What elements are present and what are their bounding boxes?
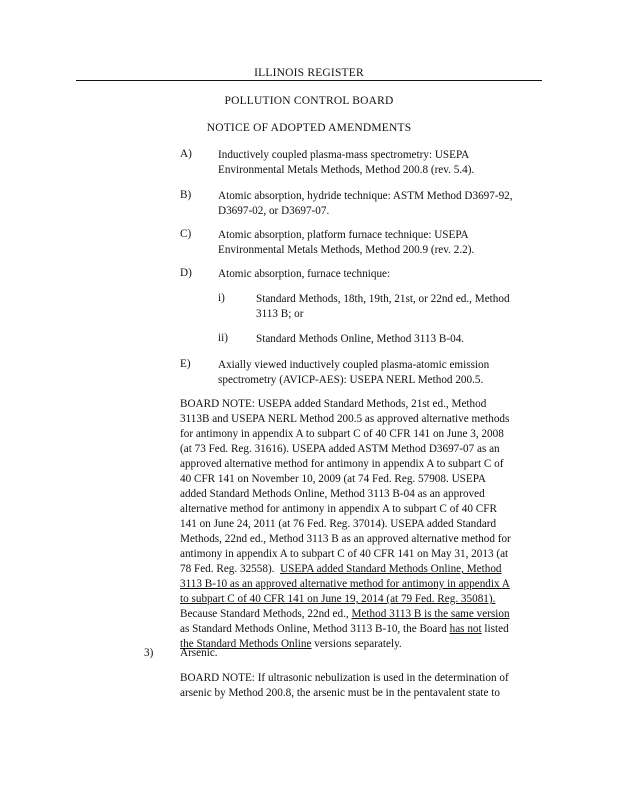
item-b-line-2: D3697-02, or D3697-07.: [218, 205, 330, 217]
note-line: Methods, 22nd ed., Method 3113 B as an approved alternative method for: [180, 533, 511, 545]
item-e-label: E): [180, 358, 191, 370]
item-c-line-2: Environmental Metals Methods, Method 200.9 (rev. 2.2).: [218, 244, 475, 256]
note-line: antimony in appendix A to subpart C of 40 CFR 141 on May 31, 2013 (at: [180, 548, 509, 560]
note-line: [180, 562, 550, 577]
note-line: 3113B and USEPA NERL Method 200.5 as approved alternative methods: [180, 413, 510, 425]
board-note-antimony: [180, 397, 550, 652]
header-rule: [76, 80, 542, 81]
note-line: (at 73 Fed. Reg. 31616). USEPA added ASTM Method D3697-07 as an: [180, 443, 500, 455]
subitem-ii-text: [256, 332, 464, 347]
note-text: as Standard Methods Online, Method 3113 B-10, the Board: [180, 623, 450, 635]
note-text: 78 Fed. Reg. 32558).: [180, 563, 275, 575]
item-c-label: C): [180, 228, 192, 240]
item-a-line-2: Environmental Metals Methods, Method 200.8 (rev. 5.4).: [218, 164, 475, 176]
subitem-i-label: i): [218, 292, 225, 304]
note-text: versions separately.: [311, 638, 402, 650]
subitem-ii-label: ii): [218, 332, 228, 344]
subitem-i-line-1: Standard Methods, 18th, 19th, 21st, or 22nd ed., Method: [256, 293, 510, 305]
item-c-text: [218, 228, 474, 258]
item-b-line-1: Atomic absorption, hydride technique: ASTM Method D3697-92,: [218, 190, 513, 202]
board-note-arsenic: [180, 671, 550, 701]
note-line: BOARD NOTE: USEPA added Standard Methods, 21st ed., Method: [180, 398, 487, 410]
note-line: arsenic by Method 200.8, the arsenic must be in the pentavalent state to: [180, 687, 500, 699]
note-underlined-text: USEPA added Standard Methods Online, Method: [280, 563, 502, 575]
agency-title: POLLUTION CONTROL BOARD: [224, 95, 394, 107]
note-line: 141 on June 24, 2011 (at 76 Fed. Reg. 37014). USEPA added Standard: [180, 518, 497, 530]
item-e-line-1: Axially viewed inductively coupled plasma-atomic emission: [218, 359, 490, 371]
note-line: approved alternative method for antimony in appendix A to subpart C of: [180, 458, 504, 470]
item-b-text: [218, 189, 513, 219]
note-underlined-text: the Standard Methods Online: [180, 638, 312, 650]
item-a-text: [218, 148, 474, 178]
note-line: [180, 607, 550, 622]
item-a-label: A): [180, 148, 192, 160]
note-line: [180, 637, 550, 652]
note-line: alternative method for antimony in appendix A to subpart C of 40 CFR: [180, 503, 497, 515]
notice-title: NOTICE OF ADOPTED AMENDMENTS: [206, 122, 412, 134]
item-a-line-1: Inductively coupled plasma-mass spectrometry: USEPA: [218, 149, 470, 161]
item-e-text: [218, 358, 489, 388]
note-line: 40 CFR 141 on November 10, 2009 (at 74 Fed. Reg. 57908. USEPA: [180, 473, 486, 485]
note-line: added Standard Methods Online, Method 3113 B-04 as an approved: [180, 488, 485, 500]
item-d-text: [218, 267, 390, 282]
note-line: BOARD NOTE: If ultrasonic nebulization is used in the determination of: [180, 672, 509, 684]
section-3-label: 3): [144, 647, 154, 659]
note-text: Because Standard Methods, 22nd ed.,: [180, 608, 352, 620]
subitem-ii-line-1: Standard Methods Online, Method 3113 B-04.: [256, 333, 465, 345]
item-b-label: B): [180, 189, 192, 201]
note-underlined-line: to subpart C of 40 CFR 141 on June 19, 2014 (at 79 Fed. Reg. 35081).: [180, 593, 496, 605]
note-line: for antimony in appendix A to subpart C of 40 CFR 141 on June 3, 2008: [180, 428, 504, 440]
note-text: listed: [481, 623, 509, 635]
register-title: ILLINOIS REGISTER: [254, 67, 364, 79]
item-e-line-2: spectrometry (AVICP-AES): USEPA NERL Method 200.5.: [218, 374, 484, 386]
note-underlined-line: 3113 B-10 as an approved alternative method for antimony in appendix A: [180, 578, 510, 590]
section-3-title: Arsenic.: [180, 647, 218, 659]
item-c-line-1: Atomic absorption, platform furnace technique: USEPA: [218, 229, 469, 241]
note-underlined-text: has not: [449, 623, 482, 635]
subitem-i-text: [256, 292, 510, 322]
item-d-label: D): [180, 267, 192, 279]
note-underlined-text: Method 3113 B is the same version: [351, 608, 510, 620]
subitem-i-line-2: 3113 B; or: [256, 308, 304, 320]
note-line: [180, 622, 550, 637]
item-d-line-1: Atomic absorption, furnace technique:: [218, 268, 391, 280]
